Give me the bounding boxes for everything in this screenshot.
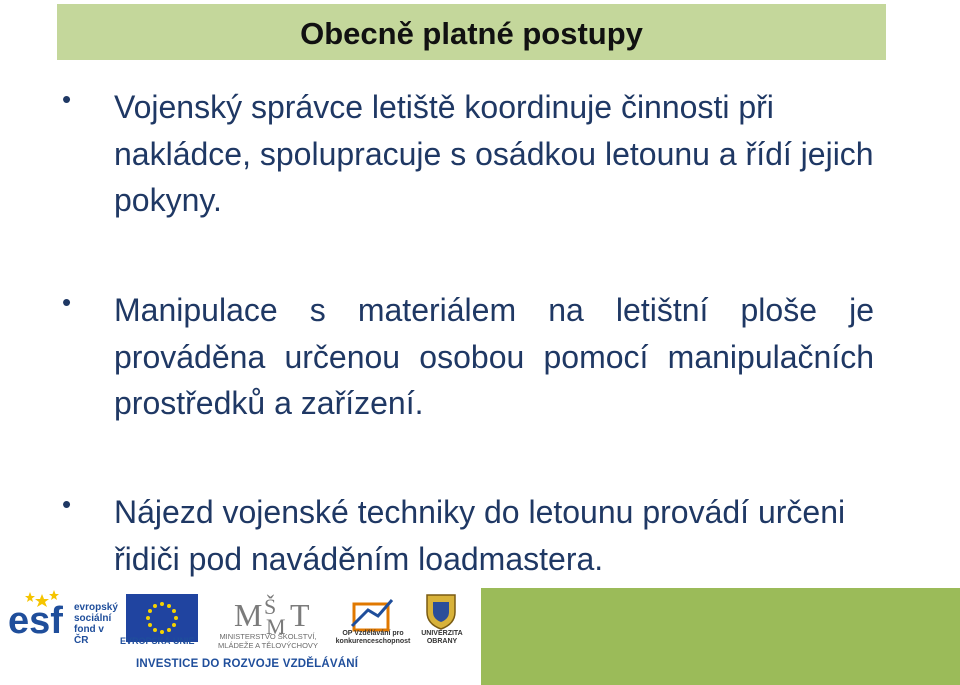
esf-logo <box>2 588 118 652</box>
svg-text:M: M <box>234 597 263 633</box>
tagline: INVESTICE DO ROZVOJE VZDĚLÁVÁNÍ <box>136 658 359 670</box>
bullet-dot-icon: • <box>62 489 72 519</box>
university-crest-icon <box>424 592 458 630</box>
bullet-text: Vojenský správce letiště koordinuje činnosti při nakládce, spolupracuje s osádkou letounu a řídí jejich pokyny. <box>114 89 874 219</box>
svg-text:T: T <box>290 597 310 633</box>
bullet-text: Nájezd vojenské techniky do letounu provádí určeni řidiči pod naváděním loadmastera. <box>114 494 846 577</box>
svg-text:Š: Š <box>264 594 277 619</box>
slide-title: Obecně platné postupy <box>300 16 643 51</box>
bullet-dot-icon: • <box>62 84 72 114</box>
uo-caption: UNIVERZITA OBRANY <box>421 630 463 645</box>
title-bar <box>57 4 886 60</box>
op-caption: OP Vzdělávání pro konkurenceschopnost <box>335 630 411 645</box>
footer-green-block <box>481 588 960 685</box>
eu-caption: EVROPSKÁ UNIE <box>120 636 195 646</box>
bullet-text: Manipulace s materiálem na letištní ploše je prováděna určenou osobou pomocí manipulačních prostředků a zařízení. <box>114 292 874 422</box>
eu-flag-icon <box>126 594 198 642</box>
bullet-dot-icon: • <box>62 287 72 317</box>
msmt-caption: MINISTERSTVO ŠKOLSTVÍ, MLÁDEŽE A TĚLOVÝCHOVY <box>218 632 318 650</box>
esf-caption: evropský sociální fond v ČR <box>74 602 118 646</box>
logo-strip <box>0 588 481 685</box>
svg-text:M: M <box>266 614 286 636</box>
op-logo-icon <box>348 596 396 634</box>
esf-logo-text: esf <box>8 600 63 642</box>
